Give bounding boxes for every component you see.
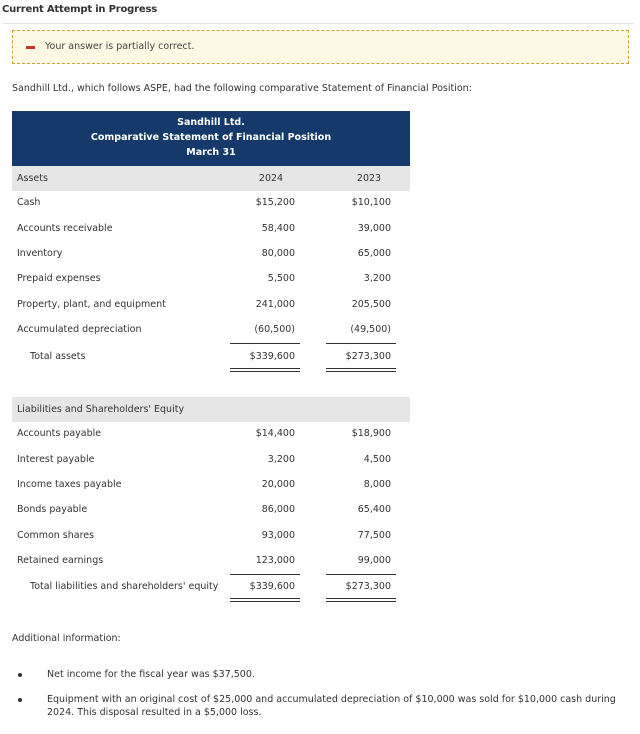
row-label: Retained earnings <box>17 555 104 566</box>
problem-intro: Sandhill Ltd., which follows ASPE, had the following comparative Statement of Financial Position: <box>12 83 472 94</box>
total-double-rule <box>230 598 300 602</box>
total-liabilities-equity-2023: $273,300 <box>345 581 391 592</box>
column-2024: 2024 <box>258 173 284 184</box>
total-liabilities-equity-label: Total liabilities and shareholders' equity <box>30 581 219 592</box>
row-label: Property, plant, and equipment <box>17 299 166 310</box>
bullet-icon <box>18 673 22 677</box>
value-2023: $10,100 <box>351 197 391 208</box>
company-name: Sandhill Ltd. <box>177 117 245 128</box>
value-2024: $14,400 <box>255 428 295 439</box>
value-2023: 99,000 <box>357 555 391 566</box>
total-assets-label: Total assets <box>30 351 86 362</box>
row-label: Common shares <box>17 530 95 541</box>
bullet-icon <box>18 698 22 702</box>
value-2024: 241,000 <box>255 299 295 310</box>
value-2023: 65,000 <box>357 248 391 259</box>
liabilities-section-header <box>12 397 410 422</box>
additional-info-item: Net income for the fiscal year was $37,500. <box>47 669 255 680</box>
total-double-rule <box>230 368 300 372</box>
assets-heading: Assets <box>17 173 48 184</box>
total-liabilities-equity-2024: $339,600 <box>249 581 295 592</box>
value-2023: 3,200 <box>363 273 391 284</box>
row-label: Prepaid expenses <box>17 273 101 284</box>
value-2024: 80,000 <box>261 248 295 259</box>
value-2023: 39,000 <box>357 223 391 234</box>
value-2023: 65,400 <box>357 504 391 515</box>
total-double-rule <box>326 598 396 602</box>
statement-header <box>12 111 410 166</box>
value-2024: 86,000 <box>261 504 295 515</box>
value-2024: 3,200 <box>267 454 295 465</box>
subtotal-rule <box>230 343 300 344</box>
row-label: Inventory <box>17 248 63 259</box>
statement-date: March 31 <box>186 147 236 158</box>
additional-info-item: Equipment with an original cost of $25,000 and accumulated depreciation of $10,000 was sold for $10,000 cash during 2024. This disposal resulted in a $5,000 loss. <box>47 694 616 718</box>
value-2023: 8,000 <box>363 479 391 490</box>
value-2024: $15,200 <box>255 197 295 208</box>
feedback-message: Your answer is partially correct. <box>45 41 195 52</box>
column-2023: 2023 <box>356 173 382 184</box>
subtotal-rule <box>326 574 396 575</box>
row-label: Accounts payable <box>17 428 102 439</box>
row-label: Accumulated depreciation <box>17 324 142 335</box>
attempt-status-title: Current Attempt in Progress <box>2 4 157 15</box>
subtotal-rule <box>326 343 396 344</box>
value-2023: (49,500) <box>350 324 391 335</box>
feedback-banner <box>12 30 629 64</box>
assets-section-header <box>12 166 410 191</box>
subtotal-rule <box>230 574 300 575</box>
total-assets-2024: $339,600 <box>249 351 295 362</box>
total-assets-2023: $273,300 <box>345 351 391 362</box>
value-2024: 58,400 <box>261 223 295 234</box>
total-double-rule <box>326 368 396 372</box>
partial-correct-icon <box>26 46 35 49</box>
value-2024: 123,000 <box>255 555 295 566</box>
row-label: Accounts receivable <box>17 223 113 234</box>
row-label: Bonds payable <box>17 504 88 515</box>
value-2024: 20,000 <box>261 479 295 490</box>
liabilities-heading: Liabilities and Shareholders' Equity <box>17 404 185 415</box>
value-2023: $18,900 <box>351 428 391 439</box>
value-2024: 5,500 <box>267 273 295 284</box>
row-label: Income taxes payable <box>17 479 122 490</box>
value-2023: 77,500 <box>357 530 391 541</box>
statement-title: Comparative Statement of Financial Position <box>90 132 332 143</box>
value-2023: 4,500 <box>363 454 391 465</box>
additional-info-heading: Additional information: <box>12 633 121 644</box>
row-label: Interest payable <box>17 454 95 465</box>
value-2024: (60,500) <box>254 324 295 335</box>
header-divider <box>2 23 634 24</box>
value-2023: 205,500 <box>351 299 391 310</box>
value-2024: 93,000 <box>261 530 295 541</box>
row-label: Cash <box>17 197 41 208</box>
